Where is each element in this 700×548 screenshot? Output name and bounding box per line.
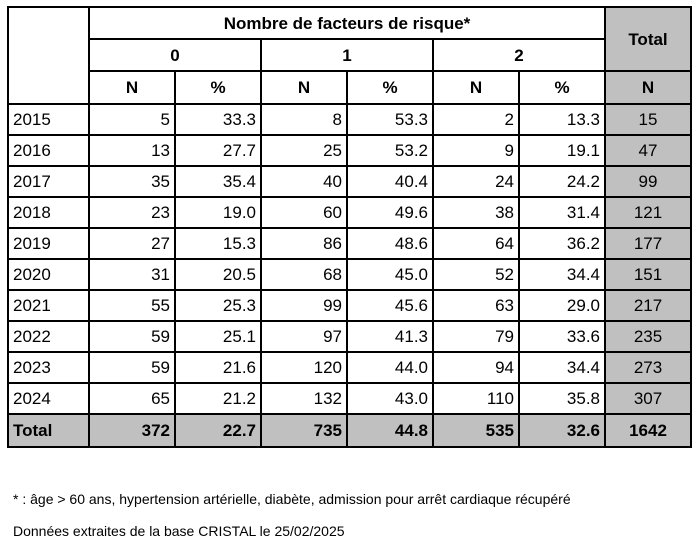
p2-cell: 24.2 [519, 166, 605, 197]
subheader-p1: % [347, 71, 433, 104]
p0-cell: 21.6 [175, 352, 261, 383]
year-cell: 2019 [8, 228, 89, 259]
p2-cell: 34.4 [519, 352, 605, 383]
p2-cell: 13.3 [519, 104, 605, 135]
p0-cell: 33.3 [175, 104, 261, 135]
p2-cell: 19.1 [519, 135, 605, 166]
p2-cell: 36.2 [519, 228, 605, 259]
total-cell: 151 [605, 259, 691, 290]
total-header: Total [605, 7, 691, 71]
n1-cell: 86 [261, 228, 347, 259]
n2-cell: 94 [433, 352, 519, 383]
total-cell: 273 [605, 352, 691, 383]
p0-cell: 25.1 [175, 321, 261, 352]
total-row [8, 414, 691, 447]
footnote-risk-factors: * : âge > 60 ans, hypertension artérielle, diabète, admission pour arrêt cardiaque récupéré [13, 491, 571, 507]
year-cell: 2017 [8, 166, 89, 197]
subheader-p0: % [175, 71, 261, 104]
n0-cell: 23 [89, 197, 175, 228]
table-row [8, 352, 691, 383]
subheader-n0: N [89, 71, 175, 104]
p0-cell: 19.0 [175, 197, 261, 228]
n0-cell: 59 [89, 321, 175, 352]
table-row [8, 259, 691, 290]
p2-cell: 34.4 [519, 259, 605, 290]
total-cell: 47 [605, 135, 691, 166]
n0-cell: 59 [89, 352, 175, 383]
subheader-total-n: N [605, 71, 691, 104]
total-n0: 372 [89, 414, 175, 447]
n1-cell: 25 [261, 135, 347, 166]
total-cell: 177 [605, 228, 691, 259]
group-0-header: 0 [89, 39, 261, 71]
n0-cell: 35 [89, 166, 175, 197]
group-1-header: 1 [261, 39, 433, 71]
n1-cell: 40 [261, 166, 347, 197]
n2-cell: 110 [433, 383, 519, 414]
corner-cell [8, 7, 89, 104]
group-header: Nombre de facteurs de risque* [89, 7, 605, 39]
total-label: Total [8, 414, 89, 447]
n2-cell: 64 [433, 228, 519, 259]
p1-cell: 45.0 [347, 259, 433, 290]
p1-cell: 45.6 [347, 290, 433, 321]
n0-cell: 13 [89, 135, 175, 166]
p0-cell: 35.4 [175, 166, 261, 197]
subheader-n2: N [433, 71, 519, 104]
table-row [8, 383, 691, 414]
p1-cell: 49.6 [347, 197, 433, 228]
p2-cell: 33.6 [519, 321, 605, 352]
n2-cell: 2 [433, 104, 519, 135]
p1-cell: 53.3 [347, 104, 433, 135]
n1-cell: 8 [261, 104, 347, 135]
n2-cell: 38 [433, 197, 519, 228]
n1-cell: 68 [261, 259, 347, 290]
p1-cell: 48.6 [347, 228, 433, 259]
total-cell: 99 [605, 166, 691, 197]
p0-cell: 15.3 [175, 228, 261, 259]
p1-cell: 44.0 [347, 352, 433, 383]
total-cell: 307 [605, 383, 691, 414]
footnote-source: Données extraites de la base CRISTAL le 25/02/2025 [13, 523, 345, 539]
risk-factor-table [7, 6, 692, 448]
year-cell: 2022 [8, 321, 89, 352]
p1-cell: 43.0 [347, 383, 433, 414]
total-p0: 22.7 [175, 414, 261, 447]
n2-cell: 52 [433, 259, 519, 290]
n2-cell: 9 [433, 135, 519, 166]
p1-cell: 41.3 [347, 321, 433, 352]
p2-cell: 35.8 [519, 383, 605, 414]
grand-total: 1642 [605, 414, 691, 447]
n1-cell: 99 [261, 290, 347, 321]
table-row [8, 290, 691, 321]
total-cell: 15 [605, 104, 691, 135]
n1-cell: 132 [261, 383, 347, 414]
table-body [8, 104, 691, 414]
n0-cell: 65 [89, 383, 175, 414]
year-cell: 2024 [8, 383, 89, 414]
year-cell: 2021 [8, 290, 89, 321]
total-cell: 217 [605, 290, 691, 321]
total-n2: 535 [433, 414, 519, 447]
year-cell: 2018 [8, 197, 89, 228]
n0-cell: 55 [89, 290, 175, 321]
total-p2: 32.6 [519, 414, 605, 447]
table-row [8, 228, 691, 259]
p2-cell: 29.0 [519, 290, 605, 321]
n0-cell: 31 [89, 259, 175, 290]
n2-cell: 63 [433, 290, 519, 321]
year-cell: 2023 [8, 352, 89, 383]
group-2-header: 2 [433, 39, 605, 71]
p0-cell: 27.7 [175, 135, 261, 166]
total-cell: 235 [605, 321, 691, 352]
p0-cell: 25.3 [175, 290, 261, 321]
table-row [8, 166, 691, 197]
year-cell: 2016 [8, 135, 89, 166]
n2-cell: 79 [433, 321, 519, 352]
table-row [8, 197, 691, 228]
total-p1: 44.8 [347, 414, 433, 447]
table-row [8, 321, 691, 352]
n2-cell: 24 [433, 166, 519, 197]
n0-cell: 27 [89, 228, 175, 259]
subheader-p2: % [519, 71, 605, 104]
p0-cell: 20.5 [175, 259, 261, 290]
year-cell: 2020 [8, 259, 89, 290]
total-cell: 121 [605, 197, 691, 228]
table-row [8, 104, 691, 135]
subheader-n1: N [261, 71, 347, 104]
p0-cell: 21.2 [175, 383, 261, 414]
n1-cell: 60 [261, 197, 347, 228]
year-cell: 2015 [8, 104, 89, 135]
p2-cell: 31.4 [519, 197, 605, 228]
table-row [8, 135, 691, 166]
p1-cell: 53.2 [347, 135, 433, 166]
p1-cell: 40.4 [347, 166, 433, 197]
n1-cell: 97 [261, 321, 347, 352]
total-n1: 735 [261, 414, 347, 447]
n1-cell: 120 [261, 352, 347, 383]
n0-cell: 5 [89, 104, 175, 135]
